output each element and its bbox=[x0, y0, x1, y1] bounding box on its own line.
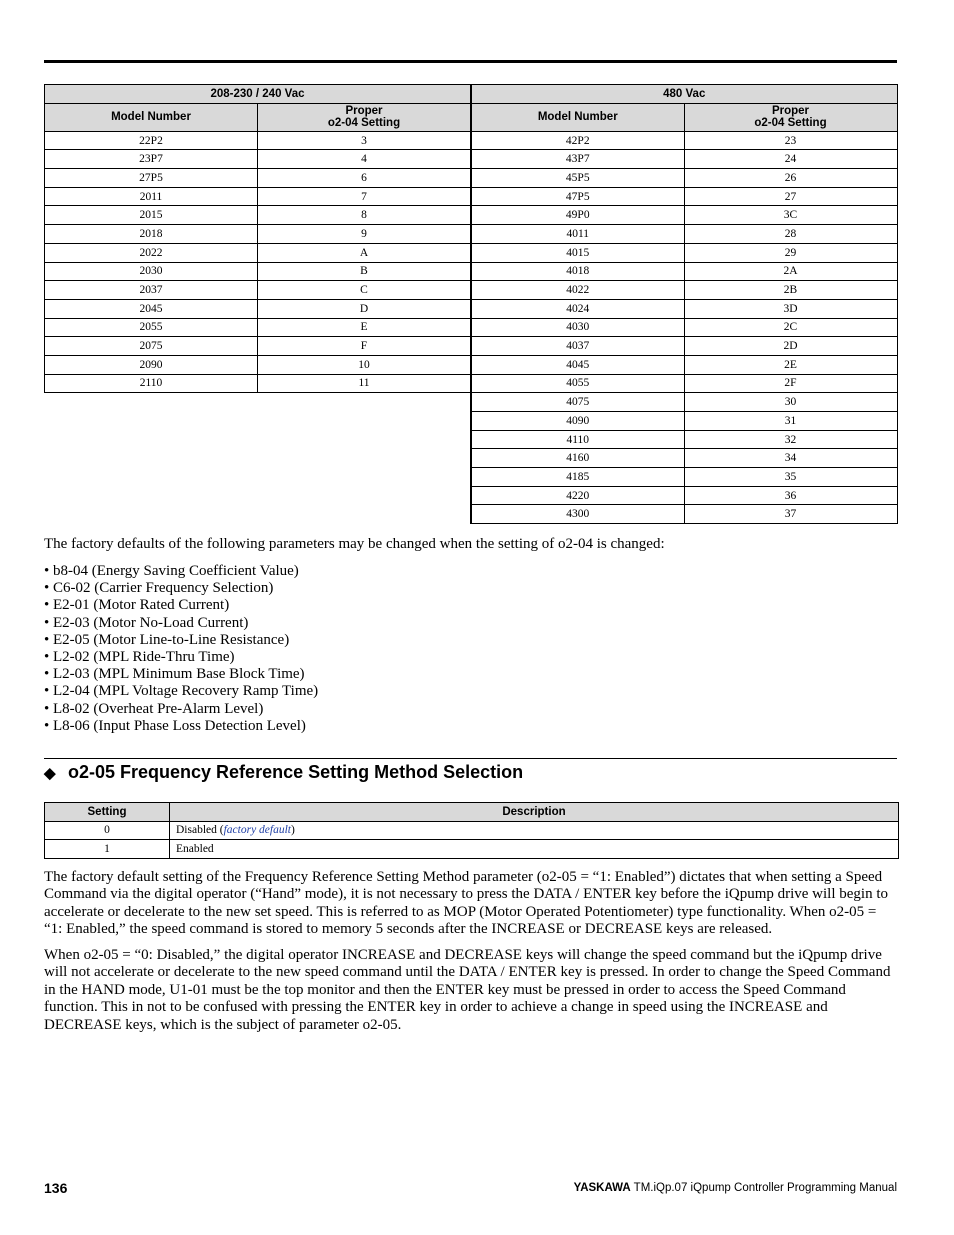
setting-cell: 4 bbox=[258, 150, 471, 169]
table-row bbox=[471, 206, 897, 225]
parameter-list bbox=[44, 563, 318, 735]
model-number-cell: 4110 bbox=[471, 430, 684, 449]
setting-cell: 6 bbox=[258, 169, 471, 188]
list-item: • E2-03 (Motor No-Load Current) bbox=[44, 615, 318, 632]
brand-name: YASKAWA bbox=[573, 1182, 631, 1194]
model-number-cell: 2015 bbox=[45, 206, 258, 225]
setting-description: Disabled (factory default) bbox=[170, 821, 899, 840]
table-row bbox=[471, 281, 897, 300]
model-number-cell: 4045 bbox=[471, 355, 684, 374]
table-row bbox=[471, 449, 897, 468]
table-row bbox=[45, 262, 471, 281]
table-row bbox=[471, 262, 897, 281]
setting-cell: 29 bbox=[684, 243, 897, 262]
paragraph-disabled: When o2-05 = “0: Disabled,” the digital operator INCREASE and DECREASE keys will change the speed command but the iQpump drive will not accelerate or decelerate to the new speed command until the DATA / ENTER key is pressed. In order to change the Speed Command in the HAND mode, U1-01 must be the top monitor and then the ENTER key must be pressed in order to access the Speed Command function. This in not to be confused with pressing the ENTER key in order to achieve a change in speed using the INCREASE and DECREASE keys, which is the subject of parameter o2-05. bbox=[44, 947, 891, 1033]
model-number-cell: 4185 bbox=[471, 468, 684, 487]
group-header-240: 208-230 / 240 Vac bbox=[45, 85, 471, 104]
model-number-cell: 4160 bbox=[471, 449, 684, 468]
model-table-480vac bbox=[470, 84, 898, 524]
table-row bbox=[471, 486, 897, 505]
col-proper-setting: Proper o2-04 Setting bbox=[258, 103, 471, 131]
setting-cell: 23 bbox=[684, 131, 897, 150]
setting-cell: 10 bbox=[258, 355, 471, 374]
list-item: • E2-01 (Motor Rated Current) bbox=[44, 597, 318, 614]
setting-value: 0 bbox=[45, 821, 170, 840]
model-number-cell: 4018 bbox=[471, 262, 684, 281]
table-row bbox=[471, 505, 897, 524]
section-rule bbox=[44, 758, 897, 759]
list-item: • L2-04 (MPL Voltage Recovery Ramp Time) bbox=[44, 683, 318, 700]
intro-paragraph: The factory defaults of the following parameters may be changed when the setting of o2-04 is changed: bbox=[44, 536, 665, 552]
setting-cell: 37 bbox=[684, 505, 897, 524]
model-table-240vac bbox=[44, 84, 471, 393]
table-row bbox=[45, 355, 471, 374]
list-item: • L8-06 (Input Phase Loss Detection Level) bbox=[44, 718, 318, 735]
model-number-cell: 2090 bbox=[45, 355, 258, 374]
model-number-cell: 2055 bbox=[45, 318, 258, 337]
model-number-cell: 2045 bbox=[45, 299, 258, 318]
setting-cell: D bbox=[258, 299, 471, 318]
table-row bbox=[45, 821, 899, 840]
setting-cell: 3C bbox=[684, 206, 897, 225]
o2-05-settings-table bbox=[44, 802, 899, 859]
setting-value: 1 bbox=[45, 840, 170, 859]
table-row bbox=[45, 374, 471, 393]
table-row bbox=[471, 430, 897, 449]
table-row bbox=[45, 225, 471, 244]
model-number-cell: 4022 bbox=[471, 281, 684, 300]
setting-cell: F bbox=[258, 337, 471, 356]
setting-cell: 2D bbox=[684, 337, 897, 356]
setting-cell: 11 bbox=[258, 374, 471, 393]
table-row bbox=[45, 243, 471, 262]
list-item: • E2-05 (Motor Line-to-Line Resistance) bbox=[44, 632, 318, 649]
setting-cell: 2C bbox=[684, 318, 897, 337]
table-row bbox=[471, 131, 897, 150]
table-row bbox=[471, 169, 897, 188]
setting-cell: B bbox=[258, 262, 471, 281]
col-proper-setting: Proper o2-04 Setting bbox=[684, 103, 897, 131]
list-item: • L2-03 (MPL Minimum Base Block Time) bbox=[44, 666, 318, 683]
col-model-number: Model Number bbox=[45, 103, 258, 131]
table-row bbox=[45, 206, 471, 225]
model-number-cell: 4075 bbox=[471, 393, 684, 412]
model-number-cell: 4300 bbox=[471, 505, 684, 524]
setting-cell: 35 bbox=[684, 468, 897, 487]
model-number-cell: 4055 bbox=[471, 374, 684, 393]
col-description: Description bbox=[170, 803, 899, 822]
list-item: • C6-02 (Carrier Frequency Selection) bbox=[44, 580, 318, 597]
setting-cell: 9 bbox=[258, 225, 471, 244]
setting-cell: 30 bbox=[684, 393, 897, 412]
list-item: • b8-04 (Energy Saving Coefficient Value) bbox=[44, 563, 318, 580]
model-number-cell: 4220 bbox=[471, 486, 684, 505]
table-row bbox=[471, 243, 897, 262]
table-row bbox=[45, 299, 471, 318]
model-number-cell: 4090 bbox=[471, 412, 684, 431]
factory-default-link[interactable]: factory default bbox=[223, 824, 291, 837]
list-item: • L8-02 (Overheat Pre-Alarm Level) bbox=[44, 701, 318, 718]
model-number-cell: 2030 bbox=[45, 262, 258, 281]
setting-cell: E bbox=[258, 318, 471, 337]
model-number-cell: 43P7 bbox=[471, 150, 684, 169]
setting-cell: 2B bbox=[684, 281, 897, 300]
footer-manual-title: YASKAWA TM.iQp.07 iQpump Controller Programming Manual bbox=[573, 1182, 897, 1194]
setting-cell: C bbox=[258, 281, 471, 300]
model-number-cell: 2110 bbox=[45, 374, 258, 393]
setting-cell: 3D bbox=[684, 299, 897, 318]
setting-cell: 32 bbox=[684, 430, 897, 449]
setting-cell: 2E bbox=[684, 355, 897, 374]
table-row bbox=[471, 299, 897, 318]
page-number: 136 bbox=[44, 1180, 68, 1196]
setting-cell: 34 bbox=[684, 449, 897, 468]
setting-cell: 31 bbox=[684, 412, 897, 431]
table-row bbox=[45, 318, 471, 337]
model-number-cell: 4015 bbox=[471, 243, 684, 262]
table-row bbox=[471, 412, 897, 431]
table-row bbox=[45, 169, 471, 188]
table-row bbox=[471, 187, 897, 206]
table-row bbox=[471, 337, 897, 356]
table-row bbox=[45, 187, 471, 206]
table-row bbox=[471, 318, 897, 337]
paragraph-mop: The factory default setting of the Frequency Reference Setting Method parameter (o2-05 = “1: Enabled”) dictates that when setting a Speed Command via the digital operator (“Hand” mode), it is not necessary to press the DATA / ENTER key before the iQpump drive will begin to accelerate or decelerate to the new set speed. This is referred to as MOP (Motor Operated Potentiometer) type functionality. When o2-05 = “1: Enabled,” the speed command is stored to memory 5 seconds after the INCREASE or DECREASE keys are released. bbox=[44, 869, 889, 938]
list-item: • L2-02 (MPL Ride-Thru Time) bbox=[44, 649, 318, 666]
model-number-cell: 45P5 bbox=[471, 169, 684, 188]
top-rule bbox=[44, 60, 897, 63]
setting-description: Enabled bbox=[170, 840, 899, 859]
table-row bbox=[471, 225, 897, 244]
model-number-cell: 2018 bbox=[45, 225, 258, 244]
model-number-cell: 2037 bbox=[45, 281, 258, 300]
table-row bbox=[45, 281, 471, 300]
model-number-cell: 4011 bbox=[471, 225, 684, 244]
model-number-cell: 23P7 bbox=[45, 150, 258, 169]
setting-cell: A bbox=[258, 243, 471, 262]
table-row bbox=[471, 150, 897, 169]
table-row bbox=[45, 150, 471, 169]
setting-cell: 2F bbox=[684, 374, 897, 393]
col-model-number: Model Number bbox=[471, 103, 684, 131]
setting-cell: 8 bbox=[258, 206, 471, 225]
model-number-cell: 4030 bbox=[471, 318, 684, 337]
setting-cell: 36 bbox=[684, 486, 897, 505]
setting-cell: 24 bbox=[684, 150, 897, 169]
table-row bbox=[471, 393, 897, 412]
table-row bbox=[471, 468, 897, 487]
setting-cell: 3 bbox=[258, 131, 471, 150]
model-number-cell: 4037 bbox=[471, 337, 684, 356]
group-header-480: 480 Vac bbox=[471, 85, 897, 104]
model-number-cell: 4024 bbox=[471, 299, 684, 318]
table-row bbox=[471, 374, 897, 393]
setting-cell: 2A bbox=[684, 262, 897, 281]
setting-cell: 28 bbox=[684, 225, 897, 244]
table-row bbox=[45, 840, 899, 859]
model-number-cell: 2011 bbox=[45, 187, 258, 206]
section-heading bbox=[44, 761, 523, 785]
table-row bbox=[45, 131, 471, 150]
table-row bbox=[45, 337, 471, 356]
setting-cell: 7 bbox=[258, 187, 471, 206]
setting-cell: 26 bbox=[684, 169, 897, 188]
table-row bbox=[471, 355, 897, 374]
model-number-cell: 49P0 bbox=[471, 206, 684, 225]
col-setting: Setting bbox=[45, 803, 170, 822]
model-number-cell: 2022 bbox=[45, 243, 258, 262]
setting-cell: 27 bbox=[684, 187, 897, 206]
model-number-cell: 47P5 bbox=[471, 187, 684, 206]
model-number-cell: 27P5 bbox=[45, 169, 258, 188]
diamond-bullet-icon: ◆ bbox=[44, 765, 56, 782]
section-title: o2-05 Frequency Reference Setting Method Selection bbox=[68, 762, 524, 782]
model-number-cell: 2075 bbox=[45, 337, 258, 356]
model-number-cell: 42P2 bbox=[471, 131, 684, 150]
model-number-cell: 22P2 bbox=[45, 131, 258, 150]
